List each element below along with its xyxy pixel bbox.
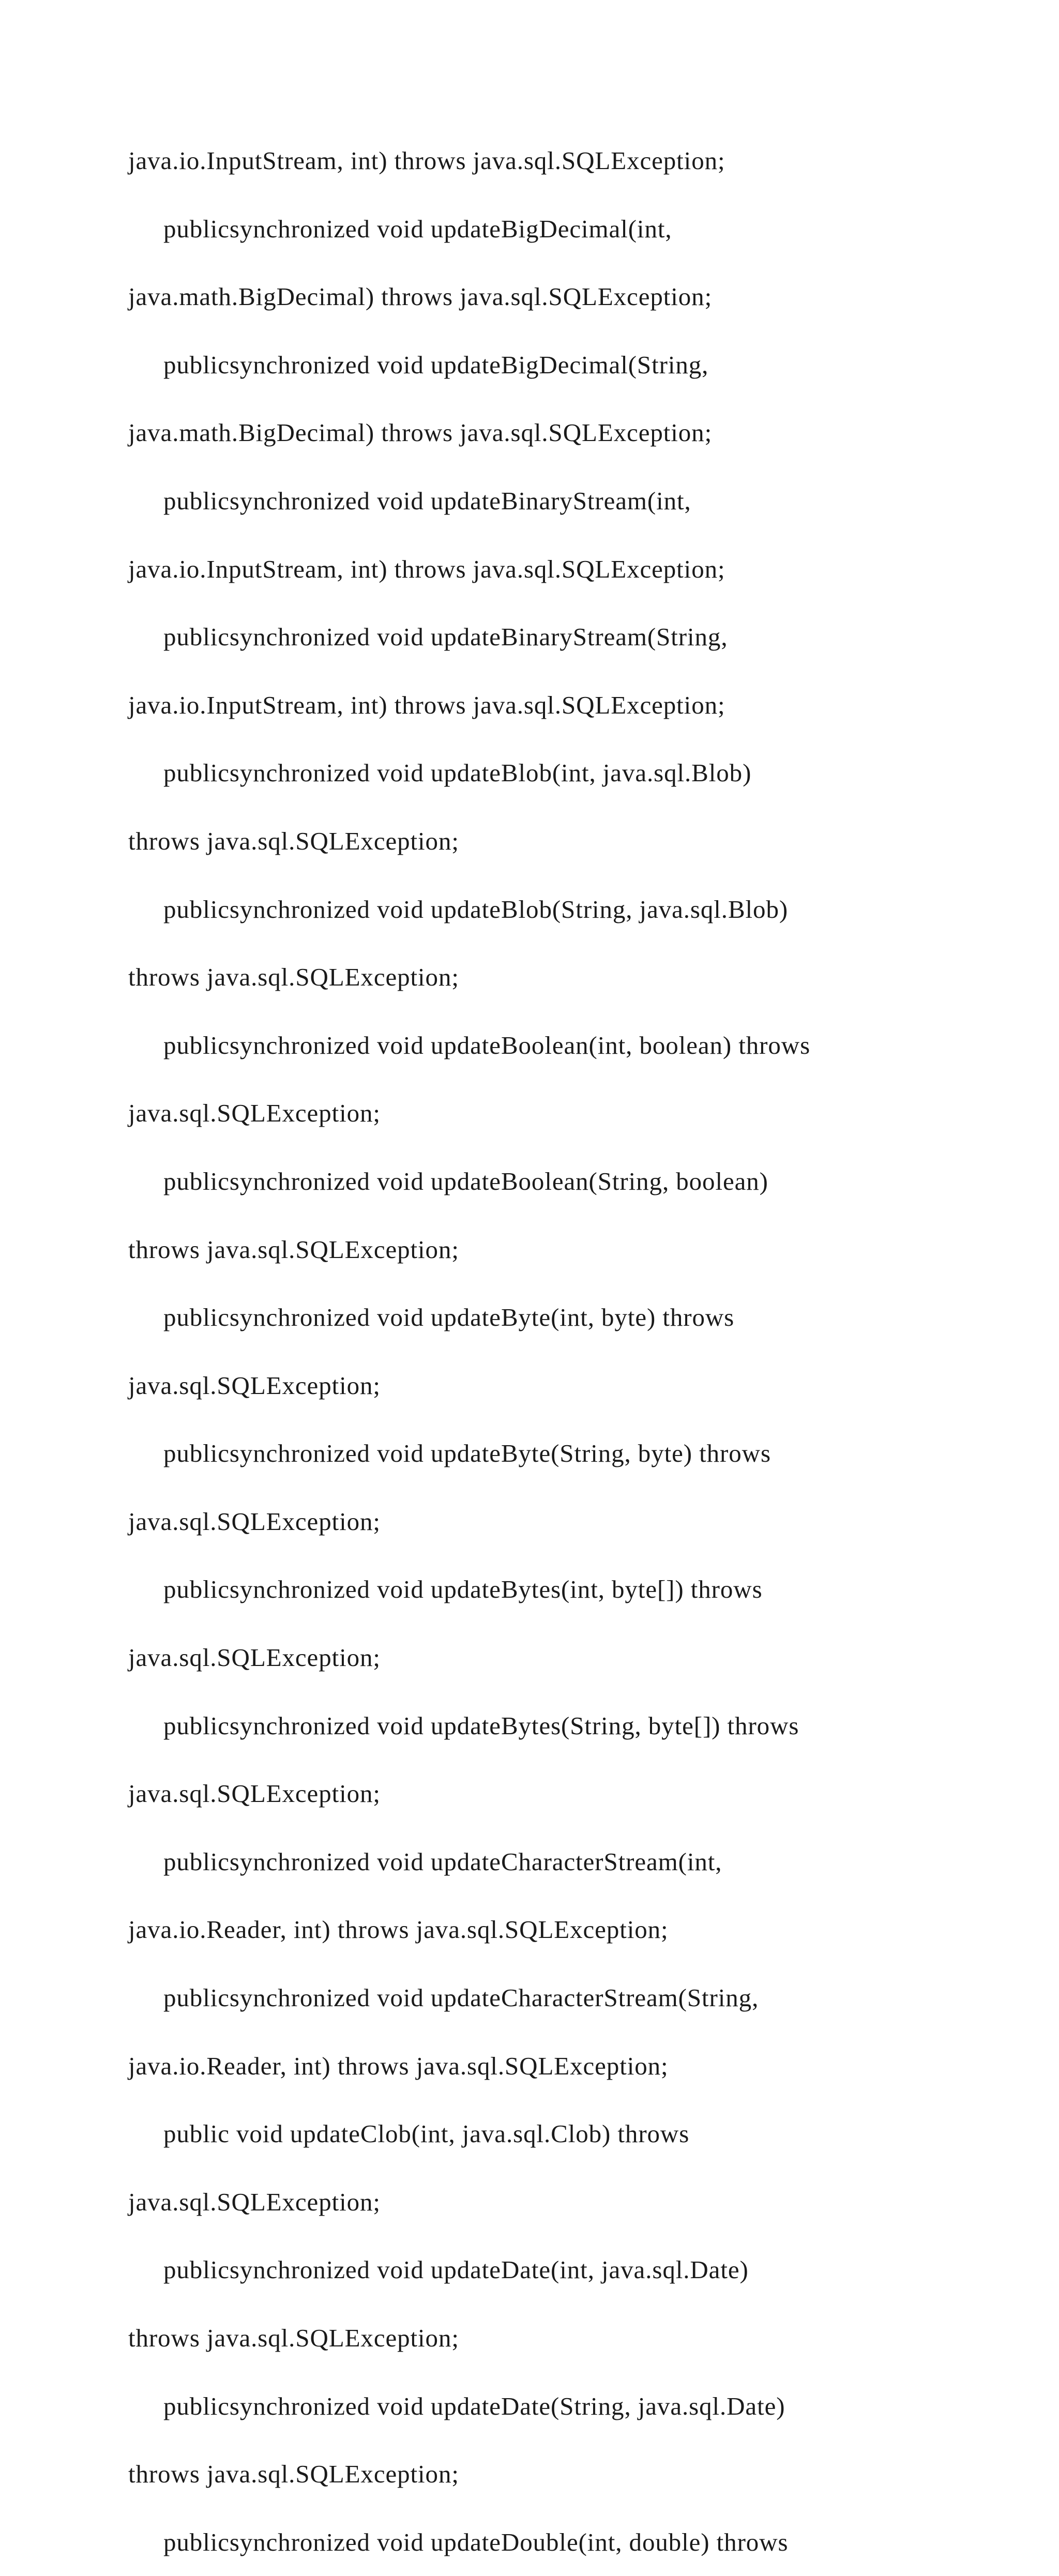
text-line: publicsynchronized void updateBoolean(String, boolean) bbox=[163, 1166, 768, 1195]
text-line: java.sql.SQLException; bbox=[128, 2187, 381, 2216]
text-line: java.math.BigDecimal) throws java.sql.SQLException; bbox=[128, 282, 713, 311]
text-line: throws java.sql.SQLException; bbox=[128, 2460, 459, 2489]
text-line: publicsynchronized void updateBinaryStream(int, bbox=[163, 486, 691, 515]
text-line: publicsynchronized void updateCharacterStream(int, bbox=[163, 1847, 722, 1876]
text-line: throws java.sql.SQLException; bbox=[128, 826, 459, 855]
text-line: java.sql.SQLException; bbox=[128, 1099, 381, 1128]
text-line: publicsynchronized void updateBinaryStream(String, bbox=[163, 623, 728, 651]
text-line: java.sql.SQLException; bbox=[128, 1779, 381, 1808]
text-line: publicsynchronized void updateBoolean(int, boolean) throws bbox=[163, 1031, 811, 1059]
text-line: java.io.Reader, int) throws java.sql.SQLException; bbox=[128, 1915, 669, 1944]
text-line: throws java.sql.SQLException; bbox=[128, 1235, 459, 1264]
text-line: public void updateClob(int, java.sql.Clob) throws bbox=[163, 2119, 690, 2148]
text-line: publicsynchronized void updateDouble(int, double) throws bbox=[163, 2527, 789, 2556]
text-line: publicsynchronized void updateDate(String, java.sql.Date) bbox=[163, 2391, 785, 2420]
text-line: publicsynchronized void updateByte(int, byte) throws bbox=[163, 1303, 735, 1332]
text-line: publicsynchronized void updateBytes(String, byte[]) throws bbox=[163, 1711, 799, 1740]
text-line: publicsynchronized void updateCharacterStream(String, bbox=[163, 1983, 759, 2012]
text-line: publicsynchronized void updateBytes(int, byte[]) throws bbox=[163, 1575, 763, 1604]
text-line: java.math.BigDecimal) throws java.sql.SQLException; bbox=[128, 418, 713, 447]
text-line: publicsynchronized void updateByte(String, byte) throws bbox=[163, 1439, 771, 1468]
text-line: publicsynchronized void updateBlob(int, java.sql.Blob) bbox=[163, 759, 752, 787]
text-line: java.io.InputStream, int) throws java.sql.SQLException; bbox=[128, 690, 725, 719]
text-line: publicsynchronized void updateBlob(String, java.sql.Blob) bbox=[163, 895, 789, 923]
text-line: publicsynchronized void updateBigDecimal(String, bbox=[163, 350, 709, 379]
text-line: java.sql.SQLException; bbox=[128, 1643, 381, 1672]
text-line: publicsynchronized void updateDate(int, java.sql.Date) bbox=[163, 2255, 749, 2284]
text-line: throws java.sql.SQLException; bbox=[128, 2324, 459, 2352]
text-line: throws java.sql.SQLException; bbox=[128, 963, 459, 992]
document-body-text bbox=[128, 127, 956, 2576]
text-line: publicsynchronized void updateBigDecimal(int, bbox=[163, 214, 672, 243]
text-line: java.sql.SQLException; bbox=[128, 1507, 381, 1536]
text-line: java.io.InputStream, int) throws java.sql.SQLException; bbox=[128, 146, 725, 175]
text-line: java.sql.SQLException; bbox=[128, 1371, 381, 1400]
text-line: java.io.InputStream, int) throws java.sql.SQLException; bbox=[128, 554, 725, 583]
text-line: java.io.Reader, int) throws java.sql.SQLException; bbox=[128, 2051, 669, 2080]
